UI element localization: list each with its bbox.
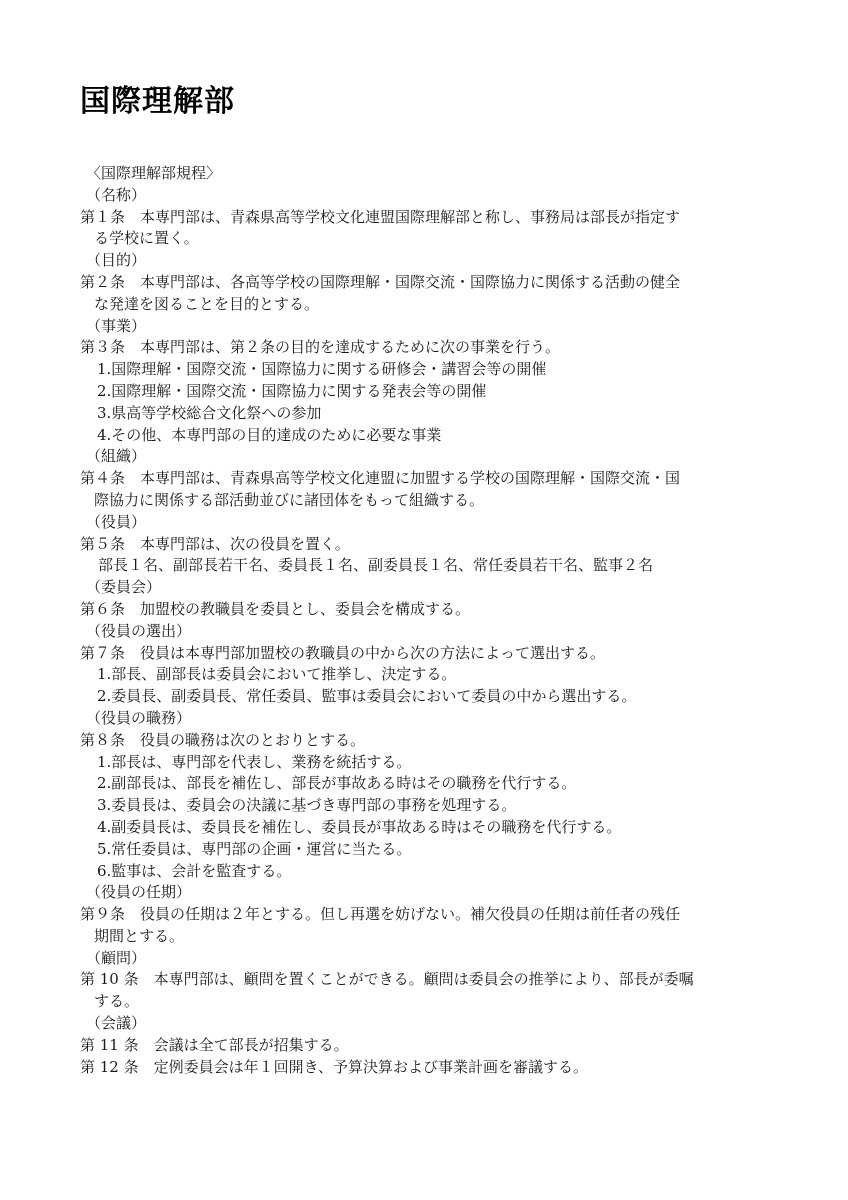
article-line: 第６条 加盟校の教職員を委員とし、委員会を構成する。 (80, 599, 471, 618)
article-continuation: する。 (94, 992, 140, 1011)
list-item: 4.その他、本専門部の目的達成のために必要な事業 (97, 425, 442, 444)
list-item: 1.国際理解・国際交流・国際協力に関する研修会・講習会等の開催 (97, 360, 547, 379)
article-continuation: 期間とする。 (94, 926, 185, 945)
article-line: 第９条 役員の任期は２年とする。但し再選を妨げない。補欠役員の任期は前任者の残任 (80, 905, 681, 924)
article-line: 第５条 本専門部は、次の役員を置く。 (80, 534, 350, 553)
article-line: 第 12 条 定例委員会は年１回開き、予算決算および事業計画を審議する。 (80, 1057, 589, 1076)
list-item: 2.委員長、副委員長、常任委員、監事は委員会において委員の中から選出する。 (97, 687, 637, 706)
list-item: 5.常任委員は、専門部の企画・運営に当たる。 (97, 839, 412, 858)
list-item: 3.委員長は、委員会の決議に基づき専門部の事務を処理する。 (97, 796, 517, 815)
article-line: 第１条 本専門部は、青森県高等学校文化連盟国際理解部と称し、事務局は部長が指定す (80, 207, 681, 226)
article-line: 第３条 本専門部は、第２条の目的を達成するために次の事業を行う。 (80, 338, 561, 357)
section-heading: （顧問） (86, 948, 147, 967)
section-heading: 〈国際理解部規程〉 (86, 164, 222, 182)
article-line: 第２条 本専門部は、各高等学校の国際理解・国際交流・国際協力に関係する活動の健全 (80, 272, 681, 291)
section-heading: （役員の職務） (86, 708, 192, 727)
article-text: 部長１名、副部長若干名、委員長１名、副委員長１名、常任委員若干名、監事２名 (98, 556, 654, 575)
section-heading: （組織） (86, 447, 147, 466)
article-continuation: る学校に置く。 (94, 229, 199, 248)
section-heading: （会議） (86, 1014, 147, 1033)
list-item: 2.国際理解・国際交流・国際協力に関する発表会等の開催 (97, 381, 487, 400)
list-item: 6.監事は、会計を監査する。 (97, 861, 292, 880)
page-title: 国際理解部 (80, 84, 235, 119)
section-heading: （名称） (86, 185, 147, 204)
article-line: 第 10 条 本専門部は、顧問を置くことができる。顧問は委員会の推挙により、部長が委嘱 (80, 970, 694, 989)
section-heading: （役員） (86, 512, 147, 531)
section-heading: （役員の選出） (86, 621, 192, 640)
list-item: 4.副委員長は、委員長を補佐し、委員長が事故ある時はその職務を代行する。 (97, 817, 622, 836)
section-heading: （事業） (86, 316, 147, 335)
article-line: 第 11 条 会議は全て部長が招集する。 (80, 1035, 349, 1054)
list-item: 1.部長、副部長は委員会において推挙し、決定する。 (97, 665, 457, 684)
article-line: 第８条 役員の職務は次のとおりとする。 (80, 730, 366, 749)
article-continuation: 際協力に関係する部活動並びに諸団体をもって組織する。 (94, 490, 485, 509)
section-heading: （役員の任期） (86, 883, 192, 902)
list-item: 2.副部長は、部長を補佐し、部長が事故ある時はその職務を代行する。 (97, 774, 577, 793)
section-heading: （目的） (86, 251, 147, 270)
list-item: 3.県高等学校総合文化祭への参加 (97, 403, 322, 422)
article-line: 第７条 役員は本専門部加盟校の教職員の中から次の方法によって選出する。 (80, 643, 606, 662)
regulation-body (80, 163, 780, 1078)
section-heading: （委員会） (86, 578, 162, 597)
article-continuation: な発達を図ることを目的とする。 (94, 294, 320, 313)
list-item: 1.部長は、専門部を代表し、業務を統括する。 (97, 752, 412, 771)
article-line: 第４条 本専門部は、青森県高等学校文化連盟に加盟する学校の国際理解・国際交流・国 (80, 469, 681, 488)
